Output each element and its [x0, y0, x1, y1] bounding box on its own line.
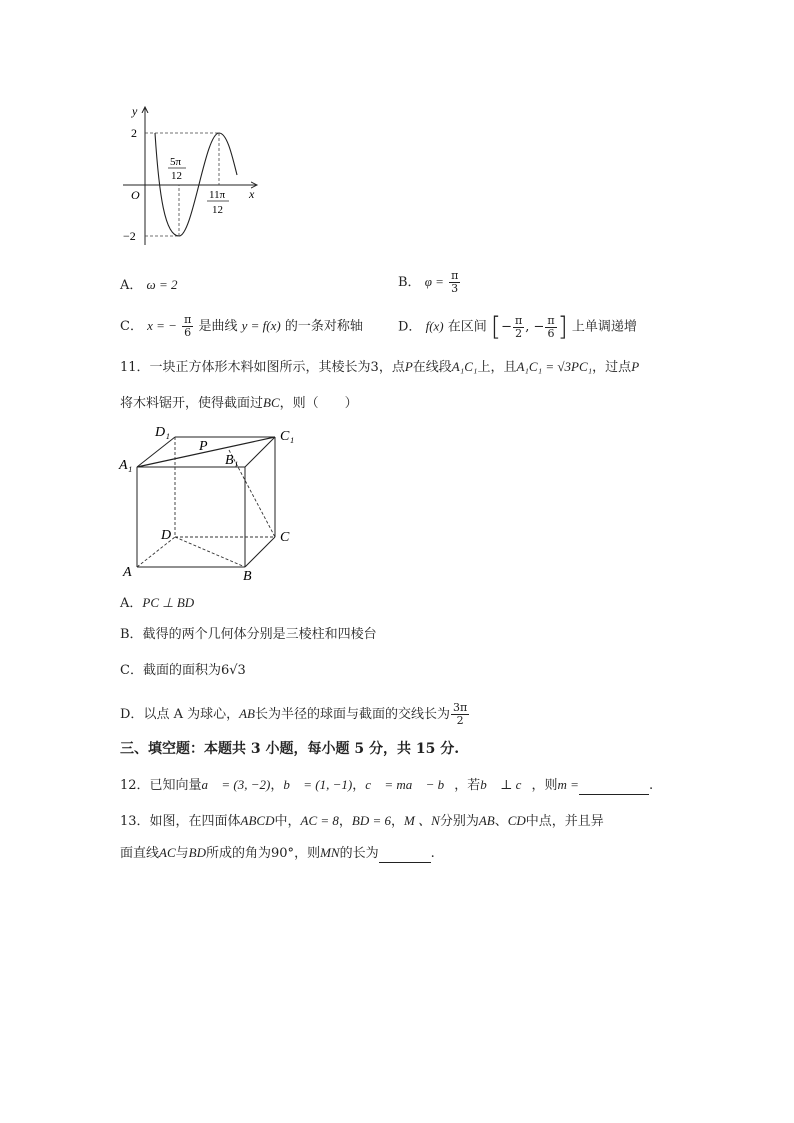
q13-answer-blank[interactable] [379, 848, 431, 863]
q10-option-c-rest: 是曲线 [198, 319, 238, 334]
y-bottom-label: −2 [123, 229, 136, 243]
y-top-label: 2 [131, 126, 137, 140]
q13-stem-line2: 面直线AC与BD所成的角为90°，则MN的长为 . [120, 845, 435, 861]
q10-option-d: D． f(x) 在区间 [− $\frac{\pi}{2}$ , − $\frac{\pi}{6}$ ] 上单调递增 [398, 312, 637, 342]
edge-b1c1 [245, 437, 275, 467]
q11-option-c: C．截面的面积为6√3 [120, 663, 246, 678]
x-axis-label: x [249, 187, 255, 201]
q10-option-d-frac1: $\frac{\pi}{2}$ [514, 313, 523, 340]
sine-graph [115, 95, 275, 255]
label-b: B [243, 569, 252, 584]
section-three-title: 三、填空题：本题共 3 小题，每小题 5 分，共 15 分. [120, 741, 460, 757]
q10-option-b-letter: B． [398, 275, 421, 290]
q10-option-b-frac: $\frac{\pi}{3}$ [451, 269, 459, 295]
q10-option-d-mid: 在区间 [447, 319, 487, 335]
origin-label: O [131, 188, 140, 202]
q10-option-a [120, 276, 177, 295]
q10-option-c-lhs: x = − [147, 318, 177, 333]
q10-option-c-frac: $\frac{\pi}{6}$ [184, 313, 192, 339]
label-d: D [161, 528, 172, 543]
q10-option-d-frac2: $\frac{\pi}{6}$ [547, 313, 555, 340]
q11-option-b: B．截得的两个几何体分别是三棱柱和四棱台 [120, 627, 377, 642]
q10-option-c-tail: 的一条对称轴 [284, 319, 363, 334]
x1-den: 12 [171, 170, 182, 182]
q13-stem-line1: 13．如图，在四面体ABCD中，AC = 8，BD = 6，M 、N分别为AB、CD中点，并且异 [120, 813, 604, 829]
q10-option-c-letter: C． [120, 319, 143, 334]
q11-stem-line2: 将木料锯开，使得截面过BC，则（ ） [120, 395, 358, 411]
q10-option-a-letter: A． [120, 278, 143, 293]
q10-option-b-lhs: φ = [424, 274, 444, 289]
label-c1: C₁ [280, 429, 295, 444]
q11-option-d-frac: $\frac{3\pi}{2}$ [453, 701, 468, 727]
q10-option-c [120, 314, 363, 339]
label-p: P [199, 439, 208, 454]
q11-stem-line1: 11．一块正方体形木料如图所示，其棱长为3，点P在线段A₁C₁上，且A₁C₁ = √3PC₁，过点P [120, 359, 640, 375]
q12-stem: 12．已知向量a⃗ = (3, −2)，b⃗ = (1, −1)，c⃗ = ma⃗ − b⃗，若b⃗ ⊥ c⃗，则m = . [120, 777, 654, 793]
x2-den: 12 [212, 204, 223, 216]
q10-option-d-fn: f(x) [425, 318, 444, 334]
label-c: C [280, 530, 290, 545]
q10-option-b [398, 270, 461, 295]
label-d1: D₁ [155, 425, 170, 440]
label-a1: A₁ [119, 458, 133, 473]
label-a: A [123, 565, 132, 580]
x1-num: 5π [170, 156, 182, 168]
q10-option-d-tail: 上单调递增 [571, 319, 637, 335]
q11-option-d: D．以点 A 为球心，AB长为半径的球面与截面的交线长为 $\frac{3\pi}{2}$ [120, 701, 468, 727]
q11-option-a: A．PC ⊥ BD [120, 595, 195, 611]
edge-bc [245, 537, 275, 567]
diag-db [175, 537, 245, 567]
y-axis-label: y [132, 104, 138, 118]
label-b1: B₁ [225, 453, 239, 468]
q12-answer-blank[interactable] [579, 780, 649, 795]
q10-option-c-fn: y = f(x) [241, 318, 281, 333]
cube-figure [115, 420, 300, 585]
x2-num: 11π [209, 189, 226, 201]
q10-option-a-text: ω = 2 [146, 277, 178, 292]
q10-option-d-letter: D． [398, 319, 422, 335]
